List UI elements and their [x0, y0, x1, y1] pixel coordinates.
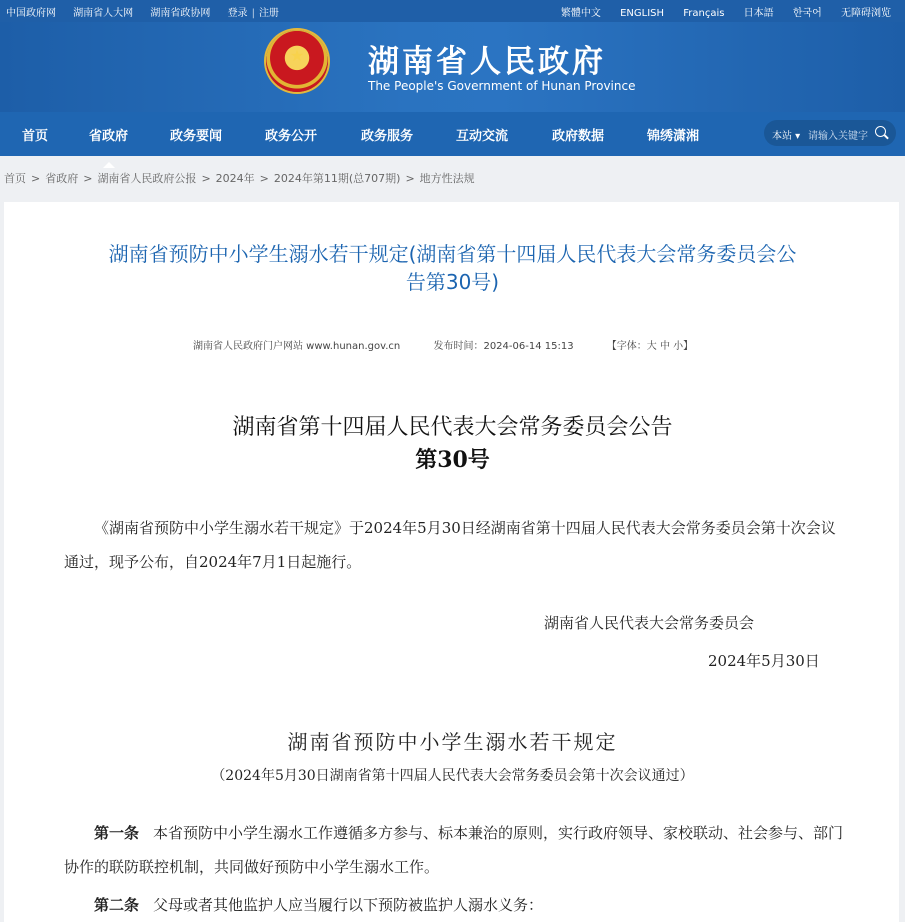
nav-xiaoxiang[interactable]: 锦绣潇湘: [647, 129, 700, 144]
article-two: [64, 888, 846, 922]
nav-gov-services[interactable]: 政务服务: [361, 129, 414, 144]
article-one-label: 第一条: [94, 824, 140, 842]
search-scope-select[interactable]: 本站 ▾: [772, 131, 801, 142]
search-input[interactable]: 请输入关键字: [808, 131, 868, 142]
article-one-text: 本省预防中小学生溺水工作遵循多方参与、标本兼治的原则，实行政府领导、家校联动、社会参与、部门协作的联防联控机制，共同做好预防中小学生溺水工作。: [64, 824, 844, 876]
breadcrumb-separator: >: [83, 172, 93, 185]
breadcrumb-provincial-gov[interactable]: 省政府: [45, 172, 79, 185]
article-publish-time: 发布时间：2024-06-14 15:13: [433, 341, 574, 352]
article-title-line2: 告第30号): [405, 270, 500, 294]
article-title-line1: 湖南省预防中小学生溺水若干规定(湖南省第十四届人民代表大会常务委员会公: [108, 242, 797, 266]
top-links: [6, 4, 279, 19]
notice-heading: [0, 412, 905, 476]
register-link[interactable]: 注册: [258, 8, 279, 19]
link-cppcc-hunan[interactable]: 湖南省政协网: [150, 8, 211, 19]
nav-gov-disclosure[interactable]: 政务公开: [265, 129, 318, 144]
lang-traditional-chinese[interactable]: 繁體中文: [560, 8, 601, 19]
site-title: 湖南省人民政府: [368, 44, 606, 80]
link-gov-cn[interactable]: 中国政府网: [6, 8, 56, 19]
breadcrumb: [4, 170, 475, 186]
lang-french[interactable]: Français: [683, 8, 725, 19]
national-emblem-icon: ★: [266, 30, 328, 92]
login-link[interactable]: 登录: [227, 8, 248, 19]
article-title: [0, 240, 905, 296]
breadcrumb-category[interactable]: 地方性法规: [419, 172, 475, 185]
article-one: [64, 816, 846, 884]
accessibility-link[interactable]: 无障碍浏览: [841, 8, 891, 19]
nav-home[interactable]: 首页: [22, 129, 49, 144]
notice-signer: 湖南省人民代表大会常务委员会: [544, 614, 755, 632]
nav-provincial-gov[interactable]: 省政府: [89, 125, 128, 144]
nav-gov-news[interactable]: 政务要闻: [170, 129, 223, 144]
breadcrumb-separator: >: [259, 172, 269, 185]
notice-body: 《湖南省预防中小学生溺水若干规定》于2024年5月30日经湖南省第十四届人民代表大会常务委员会第十次会议通过，现予公布，自2024年7月1日起施行。: [64, 519, 836, 571]
top-bar: [0, 0, 905, 22]
breadcrumb-issue[interactable]: 2024年第11期(总707期): [273, 172, 401, 185]
nav-interaction[interactable]: 互动交流: [456, 129, 509, 144]
article-two-text: 父母或者其他监护人应当履行以下预防被监护人溺水义务：: [153, 896, 544, 914]
main-nav: [0, 112, 905, 156]
breadcrumb-home[interactable]: 首页: [4, 172, 26, 185]
site-header: [0, 22, 905, 112]
search-scope-label: 本站: [772, 131, 792, 142]
breadcrumb-separator: >: [31, 172, 41, 185]
article-two-label: 第二条: [94, 896, 140, 914]
site-subtitle: The People's Government of Hunan Province: [368, 79, 636, 93]
notice-number: 第30号: [415, 447, 490, 473]
article-source: 湖南省人民政府门户网站 www.hunan.gov.cn: [193, 341, 401, 352]
search-icon[interactable]: [875, 126, 886, 137]
notice-title: 湖南省第十四届人民代表大会常务委员会公告: [232, 415, 673, 440]
lang-korean[interactable]: 한국어: [792, 8, 822, 19]
language-links: [545, 4, 891, 19]
breadcrumb-gazette[interactable]: 湖南省人民政府公报: [97, 172, 197, 185]
notice-date: 2024年5月30日: [708, 652, 820, 670]
auth-separator: |: [251, 8, 255, 19]
breadcrumb-year[interactable]: 2024年: [215, 172, 255, 185]
font-size-controls[interactable]: 【字体：大 中 小】: [606, 341, 694, 352]
nav-gov-data[interactable]: 政府数据: [552, 129, 605, 144]
lang-japanese[interactable]: 日本語: [743, 8, 774, 19]
lang-english[interactable]: ENGLISH: [620, 8, 665, 19]
regulation-title: 湖南省预防中小学生溺水若干规定: [287, 730, 618, 754]
breadcrumb-separator: >: [201, 172, 211, 185]
link-npc-hunan[interactable]: 湖南省人大网: [73, 8, 134, 19]
regulation-subtitle: （2024年5月30日湖南省第十四届人民代表大会常务委员会第十次会议通过）: [211, 768, 694, 784]
search-box[interactable]: [764, 120, 896, 146]
article-meta: [193, 337, 693, 352]
breadcrumb-separator: >: [405, 172, 415, 185]
